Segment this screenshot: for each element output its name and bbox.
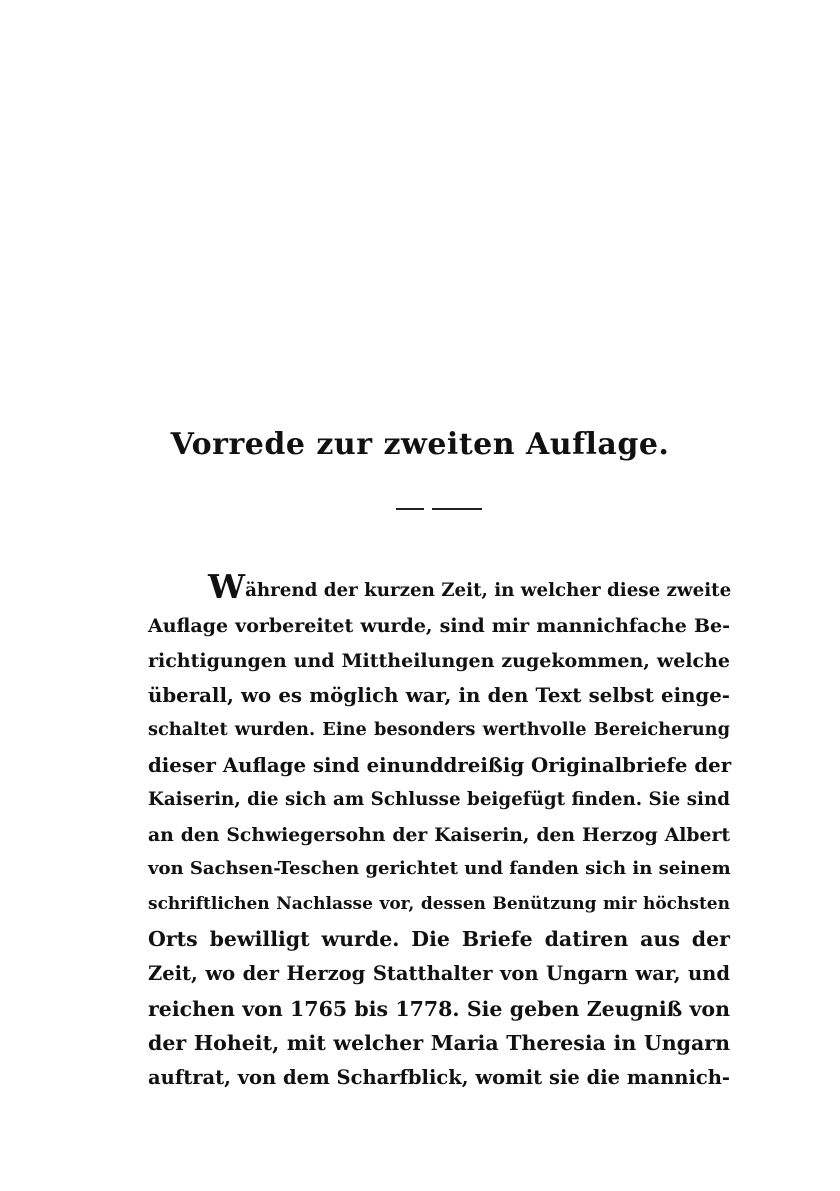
text-line: Zeit, wo der Herzog Statthalter von Ungarn war, und <box>148 961 730 985</box>
text-line: richtigungen und Mittheilungen zugekommen, welche <box>148 649 730 672</box>
text-line: Auflage vorbereitet wurde, sind mir mannichfache Be- <box>148 614 730 637</box>
text-line: dieser Auflage sind einunddreißig Originalbriefe der <box>148 752 732 777</box>
text-line: schriftlichen Nachlasse vor, dessen Benützung mir höchsten <box>148 894 730 915</box>
text-line <box>148 567 732 609</box>
page-heading: Vorrede zur zweiten Auflage. <box>170 427 670 462</box>
drop-capital: W <box>208 567 246 606</box>
text-line: überall, wo es möglich war, in den Text selbst einge- <box>148 683 730 708</box>
text-line: reichen von 1765 bis 1778. Sie geben Zeugniß von <box>148 996 730 1021</box>
text-line: schaltet wurden. Eine besonders werthvolle Bereicherung <box>148 719 730 741</box>
text-line: Orts bewilligt wurde. Die Briefe datiren aus der <box>148 926 730 951</box>
text-line-content: ährend der kurzen Zeit, in welcher diese zweite <box>245 580 732 601</box>
text-line: der Hoheit, mit welcher Maria Theresia in Ungarn <box>148 1031 730 1056</box>
ornamental-rule-short <box>396 508 424 510</box>
preface-paragraph <box>148 567 732 1096</box>
text-line: Kaiserin, die sich am Schlusse beigefügt finden. Sie sind <box>148 788 730 810</box>
text-line: von Sachsen-Teschen gerichtet und fanden sich in seinem <box>148 858 731 880</box>
text-line: an den Schwiegersohn der Kaiserin, den Herzog Albert <box>148 823 730 846</box>
ornamental-rule-long <box>432 508 482 510</box>
text-line: auftrat, von dem Scharfblick, womit sie die mannich- <box>148 1066 730 1090</box>
